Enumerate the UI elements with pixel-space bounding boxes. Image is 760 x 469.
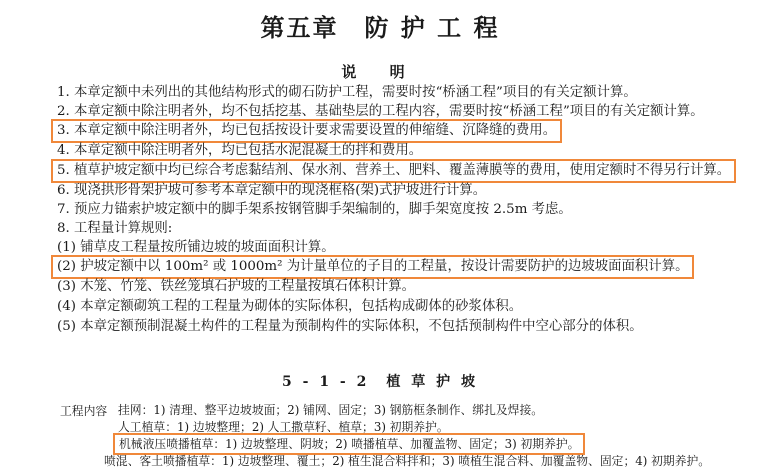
- work-content-label: 工程内容: [60, 404, 108, 418]
- chapter-title: 第五章 防 护 工 程: [260, 13, 500, 42]
- work-content-item-4: 喷混、客土喷播植草：1) 边坡整理、覆土；2) 植生混合料拌和；3) 喷植生混合料、加覆盖物、固定；4) 初期养护。: [104, 454, 711, 468]
- subsection-title: 5 - 1 - 2 植 草 护 坡: [282, 374, 478, 390]
- note-6: 6. 现浇拱形骨架护坡可参考本章定额中的现浇框格(架)式护坡进行计算。: [57, 183, 487, 198]
- section-title: 说 明: [341, 63, 419, 81]
- note-5-highlighted: 5. 植草护坡定额中均已综合考虑黏结剂、保水剂、营养土、肥料、覆盖薄膜等的费用，使用定额时不得另行计算。: [54, 162, 733, 180]
- note-4: 4. 本章定额中除注明者外，均已包括水泥混凝土的拌和费用。: [57, 143, 423, 158]
- note-3-highlighted: 3. 本章定额中除注明者外，均已包括按设计要求需要设置的伸缩缝、沉降缝的费用。: [54, 122, 559, 140]
- note-7: 7. 预应力锚索护坡定额中的脚手架系按钢管脚手架编制的，脚手架宽度按 2.5m 考虑。: [57, 202, 572, 217]
- note-8: 8. 工程量计算规则:: [57, 221, 173, 236]
- work-content-item-3-highlighted: 机械液压喷播植草：1) 边坡整理、阴坡；2) 喷播植草、加覆盖物、固定；3) 初期养护。: [116, 436, 582, 452]
- note-2: 2. 本章定额中除注明者外，均不包括挖基、基础垫层的工程内容，需要时按“桥涵工程”项目的有关定额计算。: [57, 104, 704, 119]
- work-content-item-2: 人工植草：1) 边坡整理；2) 人工撒草籽、植草；3) 初期养护。: [118, 420, 449, 434]
- rule-1: (1) 铺草皮工程量按所铺边坡的坡面面积计算。: [57, 240, 335, 255]
- rule-5: (5) 本章定额预制混凝土构件的工程量为预制构件的实际体积，不包括预制构件中空心部分的体积。: [57, 319, 643, 334]
- work-content-item-1: 挂网：1) 清理、整平边坡坡面；2) 铺网、固定；3) 钢筋框条制作、绑扎及焊接。: [118, 403, 544, 417]
- rule-2-highlighted: (2) 护坡定额中以 100m² 或 1000m² 为计量单位的子目的工程量，按设计需要防护的边坡坡面面积计算。: [54, 258, 691, 276]
- rule-3: (3) 木笼、竹笼、铁丝笼填石护坡的工程量按填石体积计算。: [57, 279, 415, 294]
- rule-4: (4) 本章定额砌筑工程的工程量为砌体的实际体积，包括构成砌体的砂浆体积。: [57, 299, 523, 314]
- note-1: 1. 本章定额中未列出的其他结构形式的砌石防护工程，需要时按“桥涵工程”项目的有关定额计算。: [57, 85, 637, 100]
